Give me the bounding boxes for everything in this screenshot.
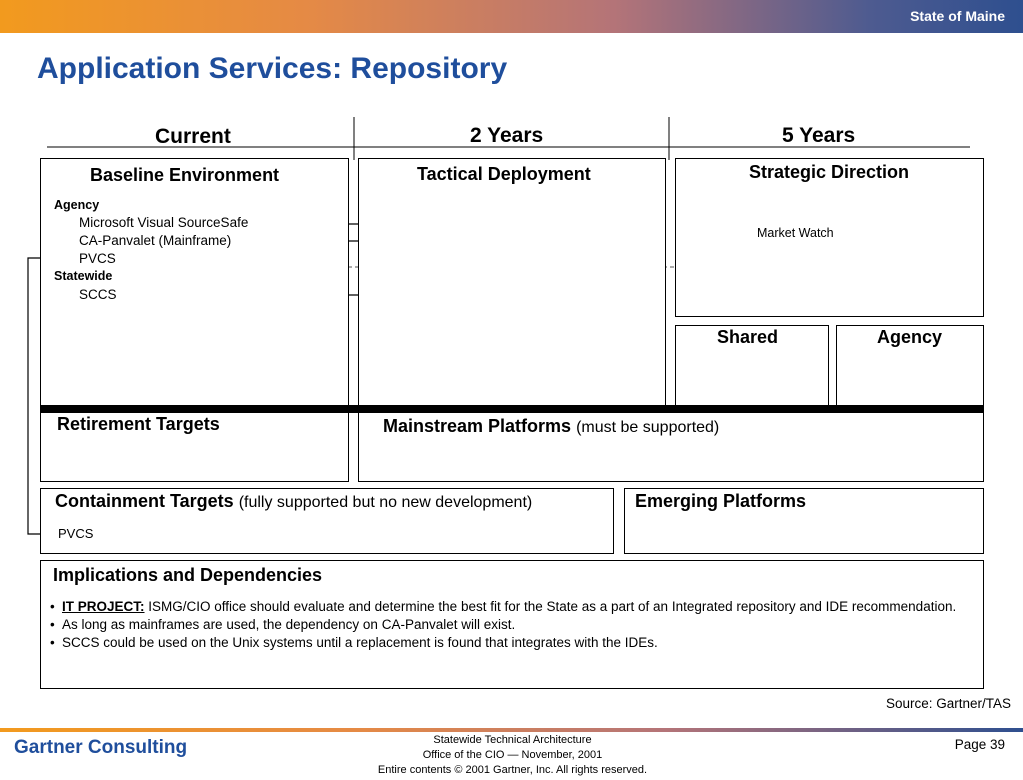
footer-line-1: Statewide Technical Architecture [433,734,592,746]
bullet-dot: • [50,635,55,650]
tactical-title: Tactical Deployment [417,164,591,184]
footer-line-3: Entire contents © 2001 Gartner, Inc. All rights reserved. [377,764,648,776]
containment-item: PVCS [58,526,94,541]
containment-title [55,491,532,512]
agency-item: CA-Panvalet (Mainframe) [79,233,232,248]
baseline-title: Baseline Environment [90,165,280,185]
column-5-years: 5 Years [782,124,856,147]
statewide-item: SCCS [79,287,117,302]
list-item [50,598,970,616]
market-watch-label: Market Watch [757,226,834,240]
bullet-body: ISMG/CIO office should evaluate and determine the best fit for the State as a part of an Integrated repository and IDE recommendation. [144,599,957,614]
agency-title: Agency [877,327,943,347]
statewide-label: Statewide [54,269,113,283]
source-note: Source: Gartner/TAS [885,696,1011,711]
bullet-text [62,598,970,616]
agency-item: PVCS [79,251,116,266]
bullet-dot: • [50,599,55,614]
containment-title-text: Containment Targets [55,491,234,511]
bullet-body: SCCS could be used on the Unix systems until a replacement is found that integrates with the IDEs. [62,635,658,650]
bullet-dot: • [50,617,55,632]
mainstream-title [383,416,719,437]
retirement-title: Retirement Targets [57,414,220,434]
emerging-title: Emerging Platforms [635,491,807,511]
footer-center [340,733,685,778]
bullet-body: As long as mainframes are used, the dependency on CA-Panvalet will exist. [62,617,516,632]
list-item [50,634,970,652]
column-current: Current [155,125,231,148]
column-2-years: 2 Years [470,124,544,147]
tactical-deployment-box [358,158,666,407]
strategic-title: Strategic Direction [749,162,910,182]
agency-label: Agency [54,198,100,212]
page-title: Application Services: Repository [37,52,508,85]
page-number: Page 39 [954,737,1005,752]
mainstream-title-text: Mainstream Platforms [383,416,572,436]
footer-brand: Gartner Consulting [14,737,188,758]
containment-subtitle: (fully supported but no new development) [238,494,533,511]
implications-title: Implications and Dependencies [53,565,323,585]
mainstream-subtitle: (must be supported) [576,419,720,436]
footer-line-2: Office of the CIO — November, 2001 [422,749,603,761]
footer-rule [0,728,1023,732]
agency-item: Microsoft Visual SourceSafe [79,215,249,230]
shared-title: Shared [717,327,779,347]
list-item [50,616,970,634]
org-name: State of Maine [910,8,1005,24]
implications-bullets [50,598,970,652]
bullet-lead: IT PROJECT: [62,599,145,614]
